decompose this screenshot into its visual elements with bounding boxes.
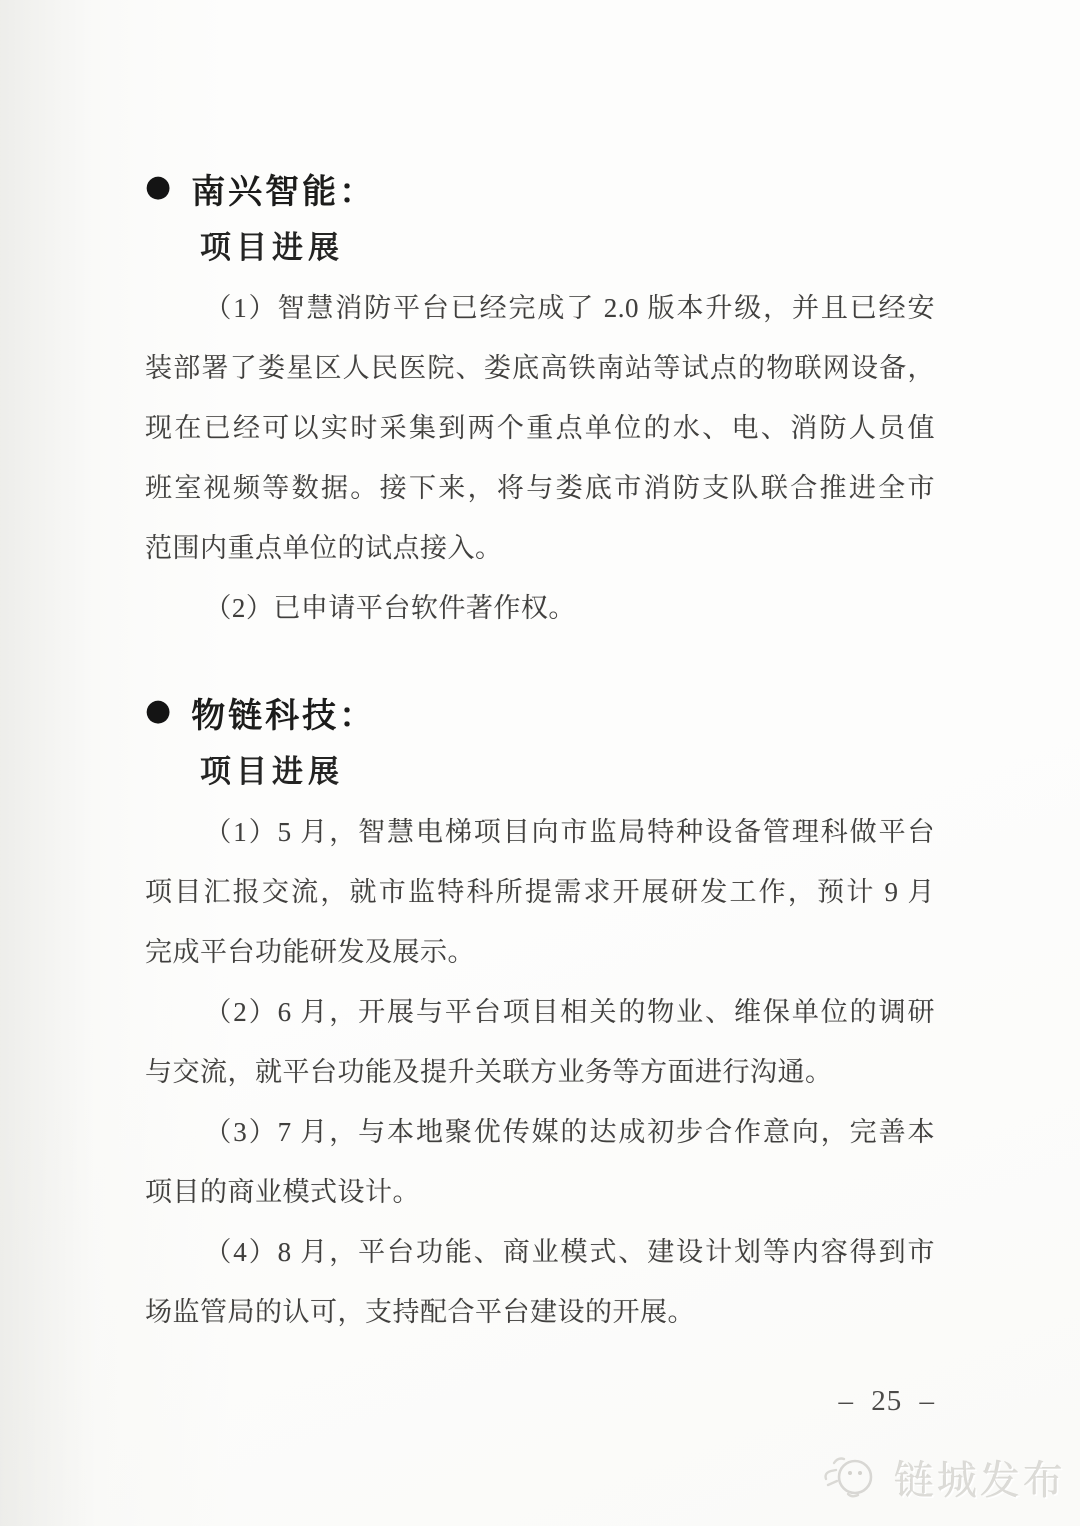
body-line: （1）智慧消防平台已经完成了 2.0 版本升级，并且已经安	[204, 293, 935, 323]
section-subtitle: 项目进展	[200, 230, 344, 265]
body-line: 装部署了娄星区人民医院、娄底高铁南站等试点的物联网设备，	[145, 353, 935, 383]
body-line: 范围内重点单位的试点接入。	[145, 533, 503, 563]
company-section	[145, 682, 935, 1342]
bullet-icon: ●	[145, 169, 172, 204]
body-line: 项目汇报交流，就市监特科所提需求开展研发工作，预计 9 月	[145, 877, 935, 907]
watermark-text: 链城发布	[894, 1459, 1066, 1503]
section-heading	[145, 682, 935, 742]
body-line: （3）7 月，与本地聚优传媒的达成初步合作意向，完善本	[204, 1117, 935, 1147]
body-line: （2）6 月，开展与平台项目相关的物业、维保单位的调研	[204, 997, 935, 1027]
body-line: 现在已经可以实时采集到两个重点单位的水、电、消防人员值	[145, 413, 935, 443]
bullet-icon: ●	[145, 693, 172, 728]
wechat-chat-bubble-icon	[824, 1449, 884, 1506]
section-heading	[145, 158, 935, 218]
body-line: 项目的商业模式设计。	[145, 1177, 420, 1207]
company-title: 物链科技：	[191, 696, 377, 735]
report-content	[145, 158, 935, 1342]
publisher-watermark	[824, 1449, 1066, 1506]
section-subtitle: 项目进展	[200, 754, 344, 789]
body-line: 与交流，就平台功能及提升关联方业务等方面进行沟通。	[145, 1057, 833, 1087]
body-line: （1）5 月，智慧电梯项目向市监局特种设备管理科做平台	[204, 817, 935, 847]
body-line: 场监管局的认可，支持配合平台建设的开展。	[145, 1297, 695, 1327]
page-number: – 25 –	[838, 1385, 935, 1417]
body-line: 班室视频等数据。接下来，将与娄底市消防支队联合推进全市	[145, 473, 935, 503]
company-section	[145, 158, 935, 638]
body-line: （4）8 月，平台功能、商业模式、建设计划等内容得到市	[204, 1237, 935, 1267]
body-line: （2）已申请平台软件著作权。	[204, 593, 576, 623]
company-title: 南兴智能：	[191, 172, 377, 211]
body-line: 完成平台功能研发及展示。	[145, 937, 475, 967]
